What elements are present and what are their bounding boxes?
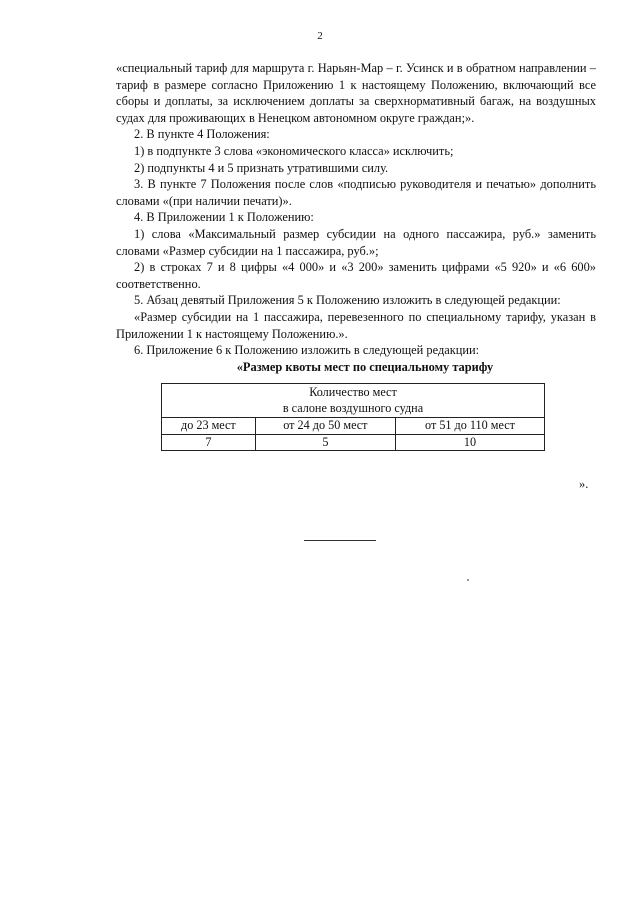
- paragraph-item-5: 5. Абзац девятый Приложения 5 к Положению изложить в следующей редакции:: [134, 293, 561, 308]
- paragraph-item-2: 2. В пункте 4 Положения:: [134, 127, 270, 142]
- scan-speck: [467, 579, 469, 581]
- table-header: [162, 384, 545, 418]
- table-cell-3: 10: [395, 434, 544, 451]
- paragraph-item-2-2: 2) подпункты 4 и 5 признать утратившими силу.: [134, 160, 389, 175]
- closing-quote-mark: ».: [579, 477, 589, 491]
- paragraph-item-3: 3. В пункте 7 Положения после слов «подписью руководителя и печатью» дополнить словами «(при наличии печати)».: [116, 177, 596, 208]
- quota-title: «Размер квоты мест по специальному тарифу: [236, 359, 494, 374]
- separator-line: [304, 540, 376, 541]
- paragraph-item-6: 6. Приложение 6 к Положению изложить в следующей редакции:: [134, 343, 480, 358]
- table-row: [162, 418, 545, 435]
- document-body: [116, 60, 596, 451]
- column-header-3: от 51 до 110 мест: [395, 418, 544, 435]
- table-header-line-2: в салоне воздушного судна: [282, 400, 424, 415]
- column-header-2: от 24 до 50 мест: [255, 418, 395, 435]
- quota-table: [161, 383, 545, 451]
- paragraph-quote: «Размер субсидии на 1 пассажира, перевезенного по специальному тарифу, указан в Приложении 1 к настоящему Положению.».: [116, 309, 596, 341]
- table-row: [162, 434, 545, 451]
- paragraph-item-2-1: 1) в подпункте 3 слова «экономического класса» исключить;: [134, 143, 454, 158]
- paragraph-item-4-2: 2) в строках 7 и 8 цифры «4 000» и «3 200» заменить цифрами «5 920» и «6 600» соответственно.: [116, 260, 596, 291]
- column-header-1: до 23 мест: [162, 418, 256, 435]
- page-number: 2: [317, 30, 323, 42]
- table-cell-2: 5: [255, 434, 395, 451]
- paragraph-item-4-1: 1) слова «Максимальный размер субсидии на одного пассажира, руб.» заменить словами «Размер субсидии на 1 пассажира, руб.»;: [116, 226, 596, 258]
- paragraph-special-tariff: «специальный тариф для маршрута г. Нарьян-Мар – г. Усинск и в обратном направлении – тариф в размере согласно Приложению 1 к настоящему Положению, включающий все сборы и доплаты, за исключением доплаты за сверхнормативный багаж, на воздушных судах для проживающих в Ненецком автономном округе граждан;».: [116, 61, 596, 125]
- table-header-line-1: Количество мест: [309, 385, 397, 400]
- paragraph-item-4: 4. В Приложении 1 к Положению:: [134, 210, 314, 225]
- table-cell-1: 7: [162, 434, 256, 451]
